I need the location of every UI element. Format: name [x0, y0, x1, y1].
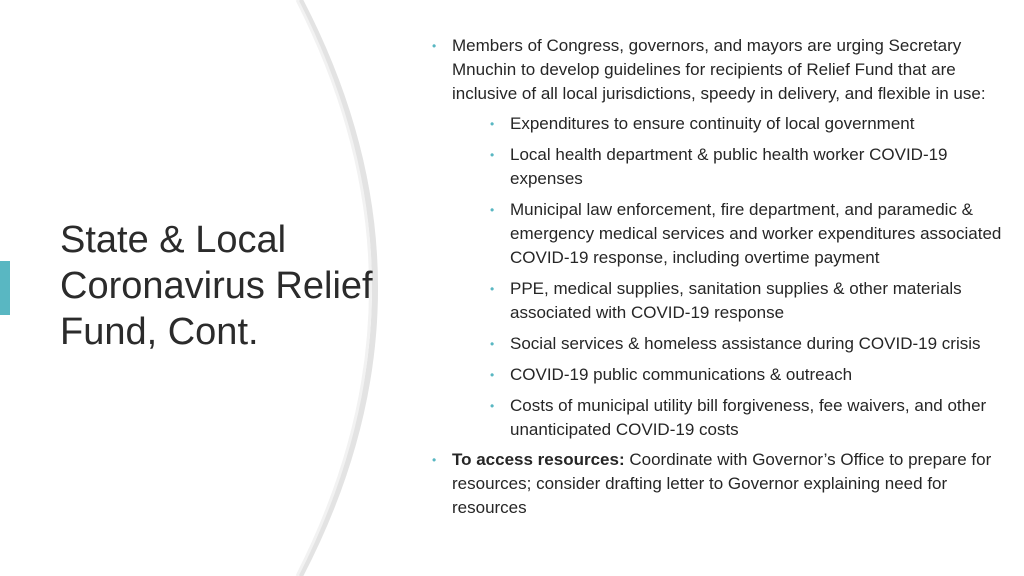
- sub-bullet-item: [490, 198, 1002, 270]
- sub-bullet-item: [490, 394, 1002, 442]
- bullet-icon: •: [490, 337, 495, 351]
- access-text: Coordinate with Governor’s Office to prepare for resources; consider drafting letter to Governor explaining need for resources: [452, 450, 992, 517]
- accent-bar: [0, 261, 10, 315]
- bullet-icon: •: [432, 453, 437, 467]
- content-body: [432, 34, 1002, 526]
- sub-bullet-text: Local health department & public health worker COVID-19 expenses: [510, 145, 948, 188]
- sub-bullet-list: [452, 112, 1002, 442]
- bullet-icon: •: [490, 399, 495, 413]
- bullet-icon: •: [490, 148, 495, 162]
- bullet-icon: •: [432, 39, 437, 53]
- bullet-icon: •: [490, 368, 495, 382]
- title-line-2: Coronavirus Relief: [60, 265, 373, 307]
- sub-bullet-text: Municipal law enforcement, fire department, and paramedic & emergency medical services and worker expenditures associated COVID-19 response, including overtime payment: [510, 200, 1002, 267]
- title-line-3: Fund, Cont.: [60, 311, 259, 353]
- sub-bullet-text: COVID-19 public communications & outreach: [510, 365, 853, 384]
- bullet-icon: •: [490, 117, 495, 131]
- title-line-1: State & Local: [60, 219, 287, 261]
- access-label: To access resources:: [452, 450, 625, 469]
- sub-bullet-item: [490, 112, 1002, 136]
- bullet-icon: •: [490, 203, 495, 217]
- sub-bullet-text: Expenditures to ensure continuity of local government: [510, 114, 915, 133]
- slide-title: [60, 217, 390, 355]
- sub-bullet-item: [490, 363, 1002, 387]
- sub-bullet-item: [490, 332, 1002, 356]
- bullet-access-resources: [432, 448, 1002, 520]
- bullet-intro: [432, 34, 1002, 442]
- sub-bullet-item: [490, 143, 1002, 191]
- sub-bullet-text: Costs of municipal utility bill forgiveness, fee waivers, and other unanticipated COVID-19 costs: [510, 396, 987, 439]
- sub-bullet-text: Social services & homeless assistance during COVID-19 crisis: [510, 334, 981, 353]
- sub-bullet-text: PPE, medical supplies, sanitation supplies & other materials associated with COVID-19 response: [510, 279, 962, 322]
- sub-bullet-item: [490, 277, 1002, 325]
- bullet-icon: •: [490, 282, 495, 296]
- bullet-list: [432, 34, 1002, 520]
- intro-text: Members of Congress, governors, and mayors are urging Secretary Mnuchin to develop guidelines for recipients of Relief Fund that are inclusive of all local jurisdictions, speedy in delivery, and flexible in use:: [452, 36, 986, 103]
